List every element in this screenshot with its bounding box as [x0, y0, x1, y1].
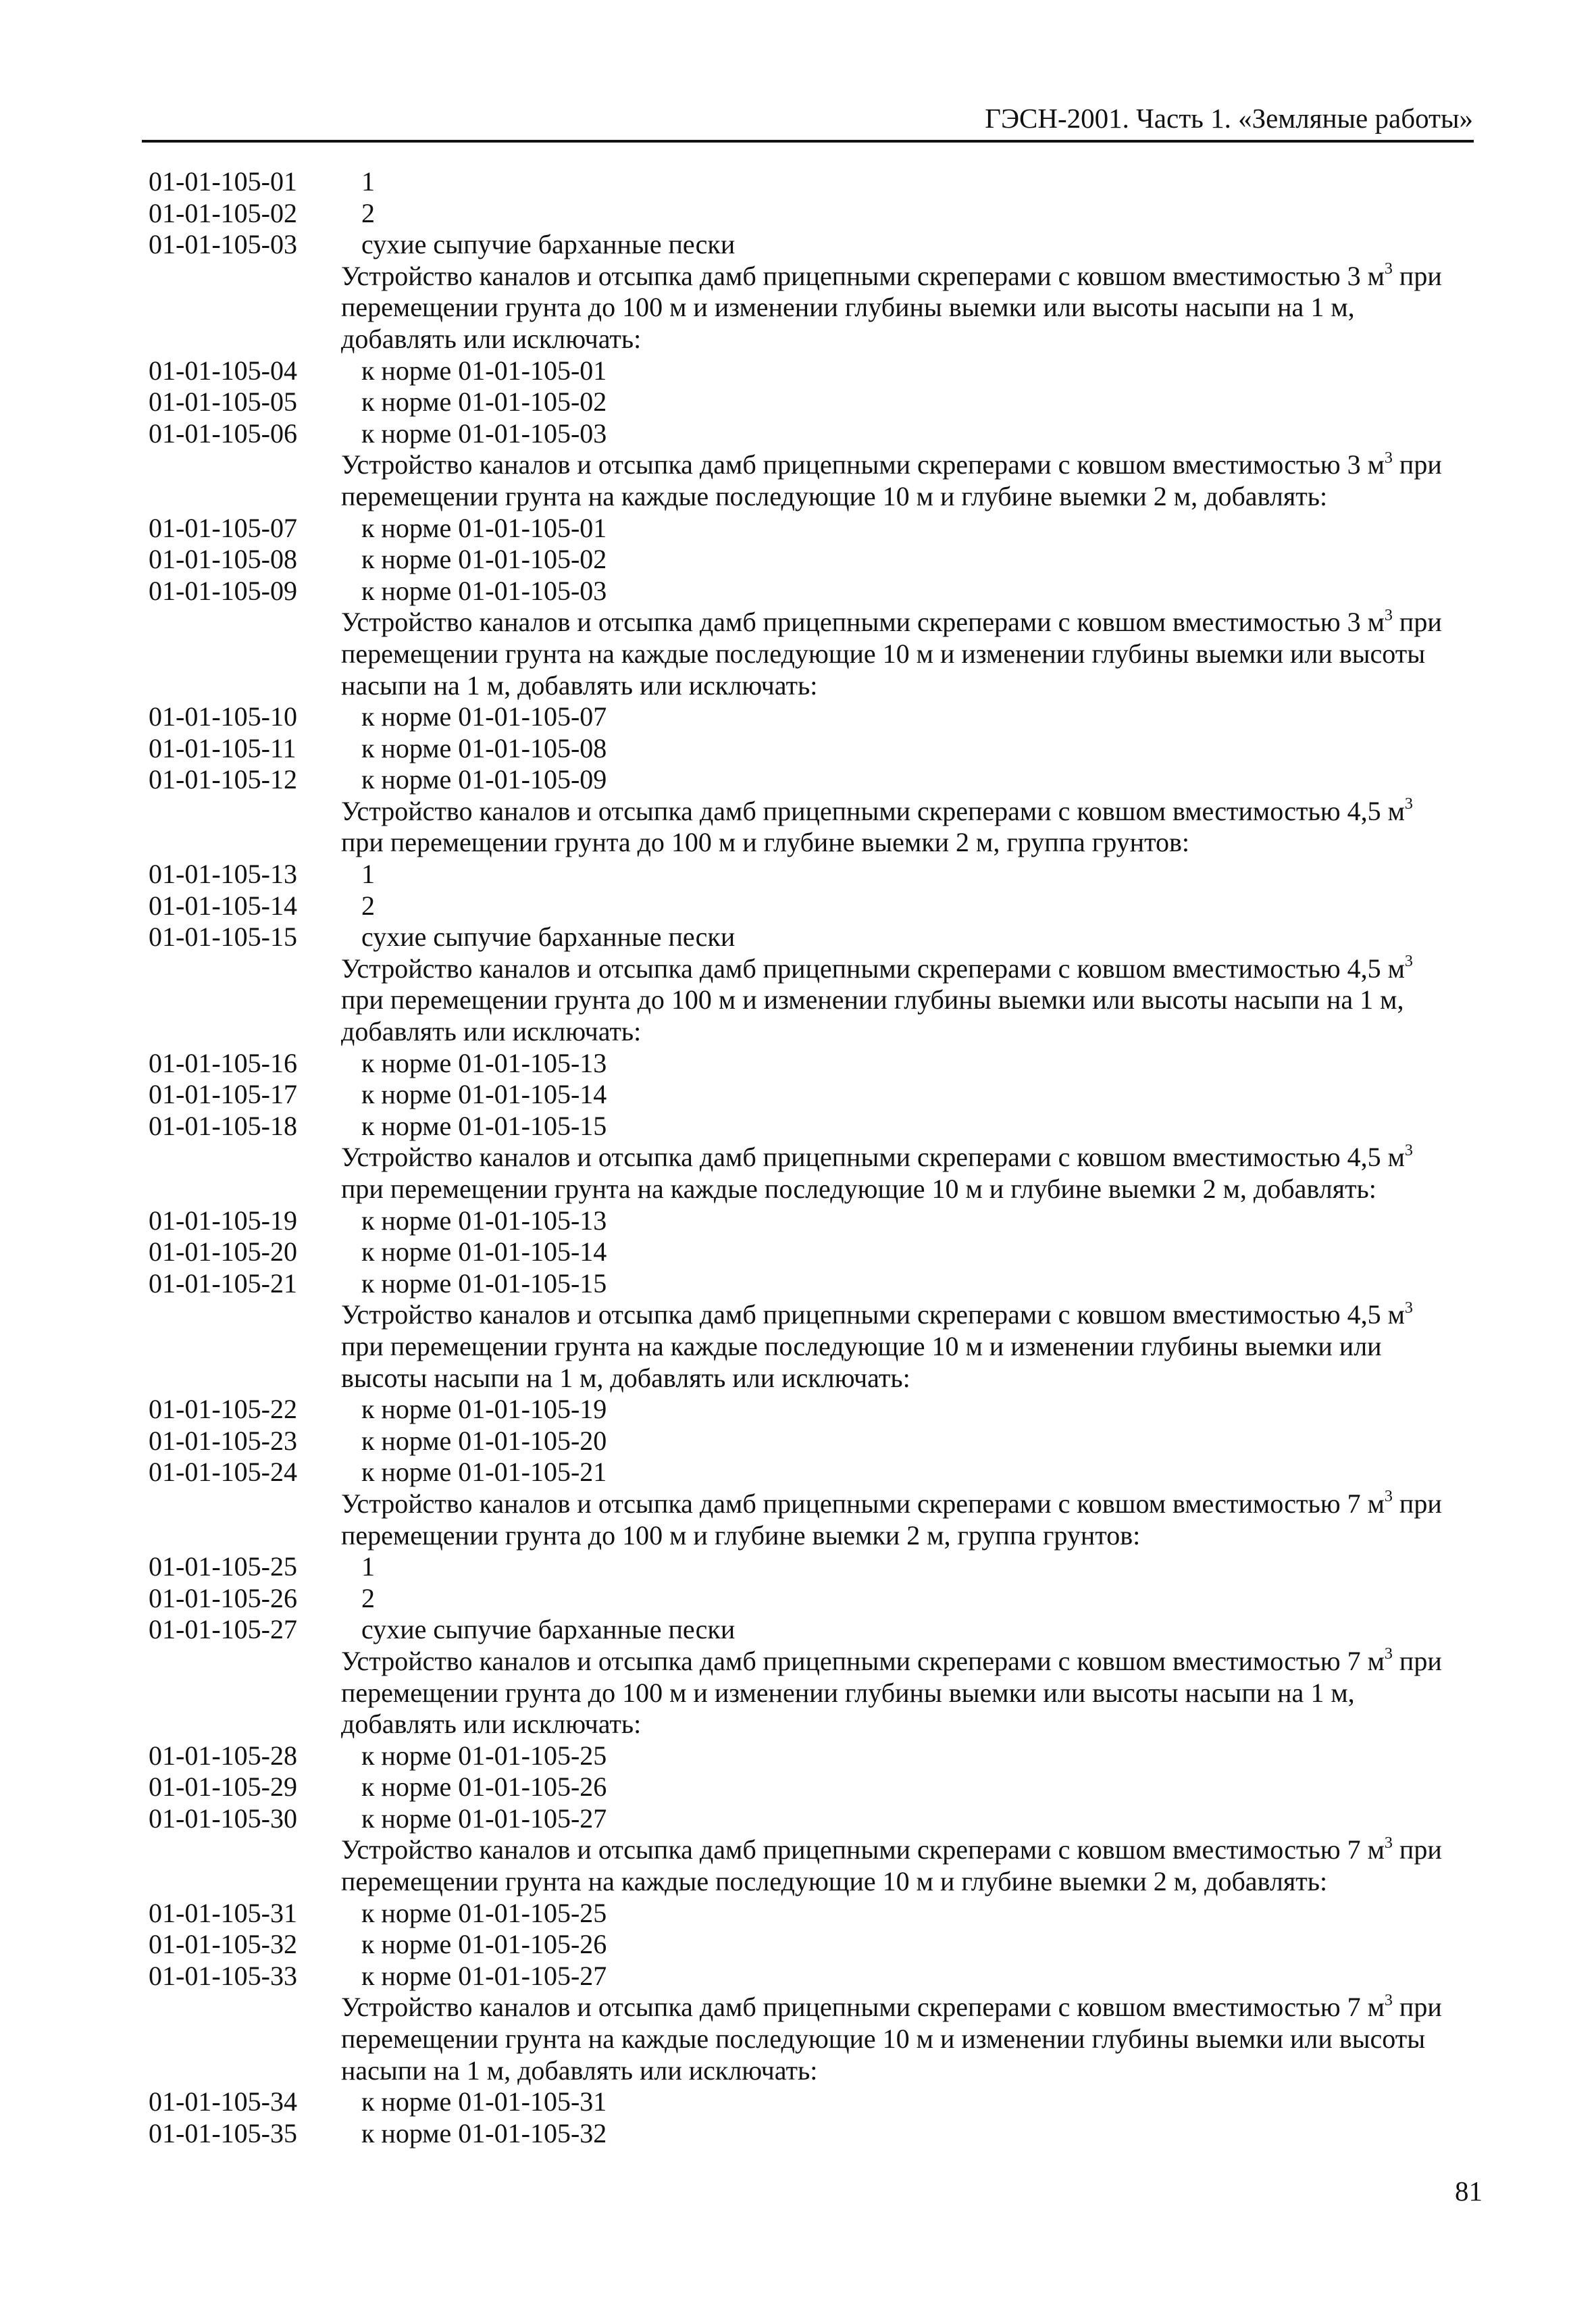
description-text [341, 449, 1442, 481]
description-text [341, 796, 1413, 828]
description-line [149, 324, 1476, 355]
norm-code: 01-01-105-29 [149, 1771, 297, 1803]
norm-entry-row [149, 1961, 1476, 1992]
description-line [149, 1866, 1476, 1898]
description-line [149, 1709, 1476, 1740]
description-text [341, 1016, 641, 1048]
description-text [341, 984, 1404, 1016]
norm-item-text: 1 [361, 166, 375, 197]
norm-code: 01-01-105-32 [149, 1929, 297, 1960]
norm-code: 01-01-105-23 [149, 1425, 297, 1456]
description-main: Устройство каналов и отсыпка дамб прицепными скреперами с ковшом вместимостью 7 м [341, 1992, 1385, 2023]
norm-code: 01-01-105-15 [149, 922, 297, 953]
description-main: Устройство каналов и отсыпка дамб прицепными скреперами с ковшом вместимостью 7 м [341, 1488, 1385, 1519]
description-main: перемещении грунта на каждые последующие 10 м и изменении глубины выемки или высоты [341, 638, 1426, 669]
norm-item-text: к норме 01-01-105-09 [361, 764, 607, 795]
description-line [149, 1678, 1476, 1709]
description-main: перемещении грунта на каждые последующие 10 м и изменении глубины выемки или высоты [341, 2023, 1426, 2055]
description-text [341, 1174, 1376, 1205]
unit-exponent: 3 [1384, 1991, 1393, 2009]
norm-code: 01-01-105-27 [149, 1614, 297, 1645]
unit-exponent: 3 [1404, 795, 1413, 813]
norm-code: 01-01-105-10 [149, 701, 297, 732]
norm-code: 01-01-105-12 [149, 764, 297, 795]
description-text [341, 670, 817, 702]
description-main: добавлять или исключать: [341, 1016, 642, 1047]
description-line [149, 292, 1476, 324]
norm-code: 01-01-105-35 [149, 2117, 297, 2148]
norm-entry-row [149, 2086, 1476, 2118]
norm-entry-row [149, 418, 1476, 450]
norm-code: 01-01-105-07 [149, 512, 297, 543]
description-text [341, 1142, 1413, 1174]
norm-entry-row [149, 859, 1476, 890]
norm-item-text: к норме 01-01-105-08 [361, 732, 607, 763]
norm-entry-row [149, 890, 1476, 922]
description-line [149, 796, 1476, 828]
description-line [149, 1142, 1476, 1174]
description-main: Устройство каналов и отсыпка дамб прицепными скреперами с ковшом вместимостью 4,5 м [341, 1142, 1405, 1173]
norm-item-text: к норме 01-01-105-01 [361, 355, 607, 386]
description-main: Устройство каналов и отсыпка дамб прицепными скреперами с ковшом вместимостью 3 м [341, 607, 1385, 638]
norm-code: 01-01-105-31 [149, 1897, 297, 1928]
norm-code: 01-01-105-21 [149, 1267, 297, 1299]
norm-item-text: к норме 01-01-105-19 [361, 1394, 607, 1425]
description-line [149, 2023, 1476, 2055]
unit-exponent: 3 [1404, 1141, 1413, 1159]
description-line [149, 1174, 1476, 1205]
description-text [341, 481, 1327, 513]
norm-code: 01-01-105-14 [149, 890, 297, 921]
norm-code: 01-01-105-11 [149, 732, 297, 763]
description-text [341, 827, 1189, 859]
norm-item-text: сухие сыпучие барханные пески [361, 229, 736, 260]
norm-entry-row [149, 1771, 1476, 1803]
description-main: перемещении грунта до 100 м и изменении глубины выемки или высоты насыпи на 1 м, [341, 292, 1355, 323]
description-main: Устройство каналов и отсыпка дамб прицепными скреперами с ковшом вместимостью 4,5 м [341, 1299, 1405, 1330]
norm-item-text: к норме 01-01-105-21 [361, 1457, 607, 1488]
norm-item-text: к норме 01-01-105-31 [361, 2086, 607, 2117]
norm-code: 01-01-105-22 [149, 1394, 297, 1425]
description-line [149, 827, 1476, 859]
description-text [341, 2055, 817, 2087]
description-main: насыпи на 1 м, добавлять или исключать: [341, 670, 818, 701]
norm-code: 01-01-105-03 [149, 229, 297, 260]
description-line [149, 1646, 1476, 1678]
description-tail: при [1392, 260, 1442, 291]
norm-code: 01-01-105-08 [149, 544, 297, 575]
description-line [149, 1520, 1476, 1552]
norm-entry-row [149, 1111, 1476, 1142]
norm-entry-row [149, 355, 1476, 387]
page-number: 81 [1455, 2175, 1483, 2207]
norm-item-text: к норме 01-01-105-32 [361, 2117, 607, 2148]
norm-entry-row [149, 922, 1476, 953]
norm-entry-row [149, 198, 1476, 230]
norm-code: 01-01-105-04 [149, 355, 297, 386]
description-line [149, 2055, 1476, 2087]
norm-item-text: к норме 01-01-105-14 [361, 1079, 607, 1110]
norm-code: 01-01-105-24 [149, 1457, 297, 1488]
description-main: перемещении грунта на каждые последующие 10 м и глубине выемки 2 м, добавлять: [341, 1866, 1328, 1897]
norm-item-text: к норме 01-01-105-26 [361, 1929, 607, 1960]
norm-item-text: к норме 01-01-105-02 [361, 386, 607, 418]
norm-entry-row [149, 733, 1476, 765]
norm-entry-row [149, 1929, 1476, 1961]
description-main: Устройство каналов и отсыпка дамб прицепными скреперами с ковшом вместимостью 4,5 м [341, 953, 1405, 984]
description-text [341, 1488, 1442, 1520]
norm-item-text: к норме 01-01-105-25 [361, 1740, 607, 1771]
description-line [149, 1488, 1476, 1520]
unit-exponent: 3 [1384, 260, 1393, 278]
description-main: насыпи на 1 м, добавлять или исключать: [341, 2055, 818, 2086]
norm-item-text: к норме 01-01-105-01 [361, 512, 607, 543]
description-line [149, 1834, 1476, 1866]
norm-code: 01-01-105-16 [149, 1047, 297, 1078]
description-text [341, 1331, 1382, 1363]
norm-entry-row [149, 229, 1476, 261]
unit-exponent: 3 [1384, 1834, 1393, 1852]
description-tail: при [1392, 1992, 1442, 2023]
description-main: добавлять или исключать: [341, 323, 642, 354]
norm-entry-row [149, 1614, 1476, 1646]
norm-entry-row [149, 1898, 1476, 1930]
norm-entry-row [149, 1048, 1476, 1080]
norm-entry-row [149, 1740, 1476, 1772]
norm-entry-row [149, 1268, 1476, 1300]
description-main: Устройство каналов и отсыпка дамб прицепными скреперами с ковшом вместимостью 7 м [341, 1645, 1385, 1676]
description-tail: при [1392, 1834, 1442, 1865]
description-main: при перемещении грунта до 100 м и изменении глубины выемки или высоты насыпи на 1 м, [341, 984, 1404, 1015]
description-text [341, 1866, 1327, 1898]
norm-item-text: к норме 01-01-105-25 [361, 1897, 607, 1928]
norm-code: 01-01-105-02 [149, 197, 297, 228]
description-line [149, 1992, 1476, 2023]
description-text [341, 1709, 641, 1740]
norm-item-text: к норме 01-01-105-03 [361, 575, 607, 606]
page-header-title: ГЭСН-2001. Часть 1. «Земляные работы» [985, 103, 1473, 134]
norm-entry-row [149, 764, 1476, 796]
description-main: Устройство каналов и отсыпка дамб прицепными скреперами с ковшом вместимостью 3 м [341, 260, 1385, 291]
description-text [341, 953, 1413, 985]
norm-code: 01-01-105-30 [149, 1803, 297, 1834]
description-line [149, 1299, 1476, 1331]
norm-item-text: к норме 01-01-105-26 [361, 1771, 607, 1803]
description-text [341, 1299, 1413, 1331]
description-text [341, 1992, 1442, 2023]
description-text [341, 1363, 910, 1394]
norm-item-text: сухие сыпучие барханные пески [361, 922, 736, 953]
description-line [149, 670, 1476, 702]
norm-entry-row [149, 1457, 1476, 1488]
norm-entry-row [149, 1551, 1476, 1583]
norm-code: 01-01-105-26 [149, 1582, 297, 1613]
norm-entry-row [149, 544, 1476, 576]
unit-exponent: 3 [1384, 1488, 1393, 1506]
norm-item-text: к норме 01-01-105-13 [361, 1205, 607, 1236]
norm-item-text: к норме 01-01-105-15 [361, 1110, 607, 1141]
norm-code: 01-01-105-01 [149, 166, 297, 197]
description-tail: при [1392, 607, 1442, 638]
description-line [149, 984, 1476, 1016]
norm-code: 01-01-105-19 [149, 1205, 297, 1236]
norm-entry-row [149, 166, 1476, 198]
norm-item-text: сухие сыпучие барханные пески [361, 1614, 736, 1645]
unit-exponent: 3 [1384, 1645, 1393, 1663]
norm-item-text: к норме 01-01-105-13 [361, 1047, 607, 1078]
description-line [149, 607, 1476, 638]
description-line [149, 953, 1476, 985]
unit-exponent: 3 [1404, 953, 1413, 971]
norm-item-text: к норме 01-01-105-15 [361, 1267, 607, 1299]
norm-item-text: к норме 01-01-105-27 [361, 1960, 607, 1991]
norm-entry-row [149, 1079, 1476, 1111]
description-main: при перемещении грунта на каждые последующие 10 м и изменении глубины выемки или [341, 1330, 1382, 1361]
norm-code: 01-01-105-33 [149, 1960, 297, 1991]
norm-entry-row [149, 386, 1476, 418]
norm-entry-row [149, 1583, 1476, 1615]
description-main: перемещении грунта до 100 м и глубине выемки 2 м, группа грунтов: [341, 1519, 1141, 1551]
description-tail: при [1392, 449, 1442, 480]
norm-entry-row [149, 1205, 1476, 1237]
description-main: высоты насыпи на 1 м, добавлять или исключать: [341, 1362, 910, 1393]
description-main: Устройство каналов и отсыпка дамб прицепными скреперами с ковшом вместимостью 4,5 м [341, 795, 1405, 826]
description-text [341, 324, 641, 355]
description-main: Устройство каналов и отсыпка дамб прицепными скреперами с ковшом вместимостью 7 м [341, 1834, 1385, 1865]
norm-code: 01-01-105-13 [149, 859, 297, 890]
norm-item-text: к норме 01-01-105-02 [361, 544, 607, 575]
description-tail: при [1392, 1645, 1442, 1676]
unit-exponent: 3 [1384, 606, 1393, 624]
norm-item-text: к норме 01-01-105-03 [361, 418, 607, 449]
description-line [149, 449, 1476, 481]
norm-item-text: к норме 01-01-105-20 [361, 1425, 607, 1456]
description-main: при перемещении грунта до 100 м и глубине выемки 2 м, группа грунтов: [341, 827, 1190, 858]
norm-item-text: к норме 01-01-105-07 [361, 701, 607, 732]
description-tail: при [1392, 1488, 1442, 1519]
norm-item-text: 1 [361, 859, 375, 890]
description-line [149, 481, 1476, 513]
description-text [341, 2023, 1425, 2055]
norm-entry-row [149, 1236, 1476, 1268]
description-line [149, 1363, 1476, 1394]
description-text [341, 1520, 1140, 1552]
description-line [149, 261, 1476, 293]
description-main: Устройство каналов и отсыпка дамб прицепными скреперами с ковшом вместимостью 3 м [341, 449, 1385, 480]
description-text [341, 261, 1442, 293]
header-rule [142, 140, 1474, 143]
norm-code: 01-01-105-25 [149, 1551, 297, 1582]
description-text [341, 638, 1425, 670]
norm-code: 01-01-105-28 [149, 1740, 297, 1771]
description-line [149, 1016, 1476, 1048]
unit-exponent: 3 [1404, 1299, 1413, 1317]
description-text [341, 1646, 1442, 1678]
description-main: добавлять или исключать: [341, 1709, 642, 1740]
norm-code: 01-01-105-20 [149, 1236, 297, 1267]
norm-entry-row [149, 576, 1476, 607]
norm-item-text: 2 [361, 197, 375, 228]
description-text [341, 1834, 1442, 1866]
norm-entry-row [149, 1394, 1476, 1426]
description-line [149, 638, 1476, 670]
norm-entry-row [149, 513, 1476, 545]
norms-list [149, 166, 1476, 2149]
norm-entry-row [149, 1426, 1476, 1457]
description-main: перемещении грунта на каждые последующие 10 м и глубине выемки 2 м, добавлять: [341, 480, 1328, 511]
norm-item-text: 1 [361, 1551, 375, 1582]
description-main: перемещении грунта до 100 м и изменении глубины выемки или высоты насыпи на 1 м, [341, 1677, 1355, 1708]
norm-item-text: 2 [361, 1582, 375, 1613]
norm-item-text: к норме 01-01-105-27 [361, 1803, 607, 1834]
norm-item-text: к норме 01-01-105-14 [361, 1236, 607, 1267]
norm-entry-row [149, 2118, 1476, 2150]
norm-code: 01-01-105-06 [149, 418, 297, 449]
description-text [341, 1678, 1355, 1709]
description-text [341, 607, 1442, 638]
norm-code: 01-01-105-05 [149, 386, 297, 418]
description-text [341, 292, 1355, 324]
norm-code: 01-01-105-09 [149, 575, 297, 606]
description-line [149, 1331, 1476, 1363]
norm-entry-row [149, 1803, 1476, 1835]
norm-code: 01-01-105-17 [149, 1079, 297, 1110]
norm-item-text: 2 [361, 890, 375, 921]
norm-code: 01-01-105-18 [149, 1110, 297, 1141]
norm-entry-row [149, 701, 1476, 733]
unit-exponent: 3 [1384, 449, 1393, 467]
norm-code: 01-01-105-34 [149, 2086, 297, 2117]
description-main: при перемещении грунта на каждые последующие 10 м и глубине выемки 2 м, добавлять: [341, 1174, 1376, 1204]
